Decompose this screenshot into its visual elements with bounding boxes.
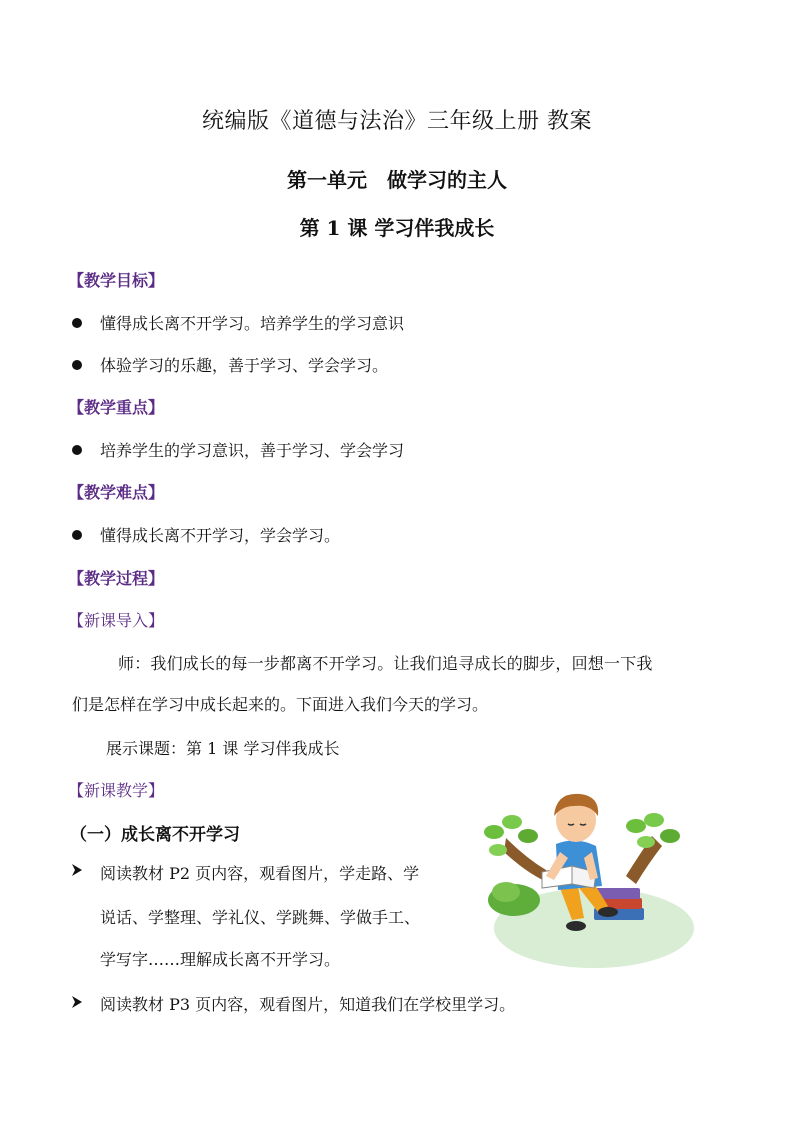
intro-paragraph-line: 们是怎样在学习中成长起来的。下面进入我们今天的学习。	[72, 695, 489, 714]
new-lesson-heading: 【新课教学】	[68, 781, 165, 800]
bullet-icon	[72, 530, 82, 540]
intro-show-topic: 展示课题：第 1 课 学习伴我成长	[106, 739, 340, 758]
difficulty-item: 懂得成长离不开学习，学会学习。	[100, 526, 341, 545]
arrow-right-icon	[70, 994, 84, 1013]
intro-heading: 【新课导入】	[68, 611, 165, 630]
item-line: 说话、学整理、学礼仪、学跳舞、学做手工、	[100, 908, 421, 927]
unit-title: 第一单元 做学习的主人	[287, 168, 507, 192]
item-line: 阅读教材 P3 页内容，观看图片，知道我们在学校里学习。	[100, 995, 516, 1014]
goal-item: 体验学习的乐趣，善于学习、学会学习。	[100, 356, 389, 375]
intro-paragraph-line: 师：我们成长的每一步都离不开学习。让我们追寻成长的脚步，回想一下我	[118, 654, 653, 673]
document-title: 统编版《道德与法治》三年级上册 教案	[202, 109, 592, 134]
bullet-icon	[72, 445, 82, 455]
item-line: 阅读教材 P2 页内容，观看图片，学走路、学	[100, 864, 420, 883]
process-heading: 【教学过程】	[68, 569, 165, 588]
lesson-title: 第 1 课 学习伴我成长	[299, 216, 495, 240]
key-points-heading: 【教学重点】	[68, 398, 165, 417]
subsection-heading: （一）成长离不开学习	[70, 825, 240, 845]
boy-reading-illustration	[476, 780, 696, 970]
bullet-icon	[72, 360, 82, 370]
item-line: 学写字……理解成长离不开学习。	[100, 950, 341, 969]
goal-item: 懂得成长离不开学习。培养学生的学习意识	[100, 314, 405, 333]
arrow-right-icon	[70, 862, 84, 881]
key-point-item: 培养学生的学习意识，善于学习、学会学习	[100, 441, 405, 460]
bullet-icon	[72, 318, 82, 328]
goals-heading: 【教学目标】	[68, 271, 165, 290]
difficulties-heading: 【教学难点】	[68, 483, 165, 502]
